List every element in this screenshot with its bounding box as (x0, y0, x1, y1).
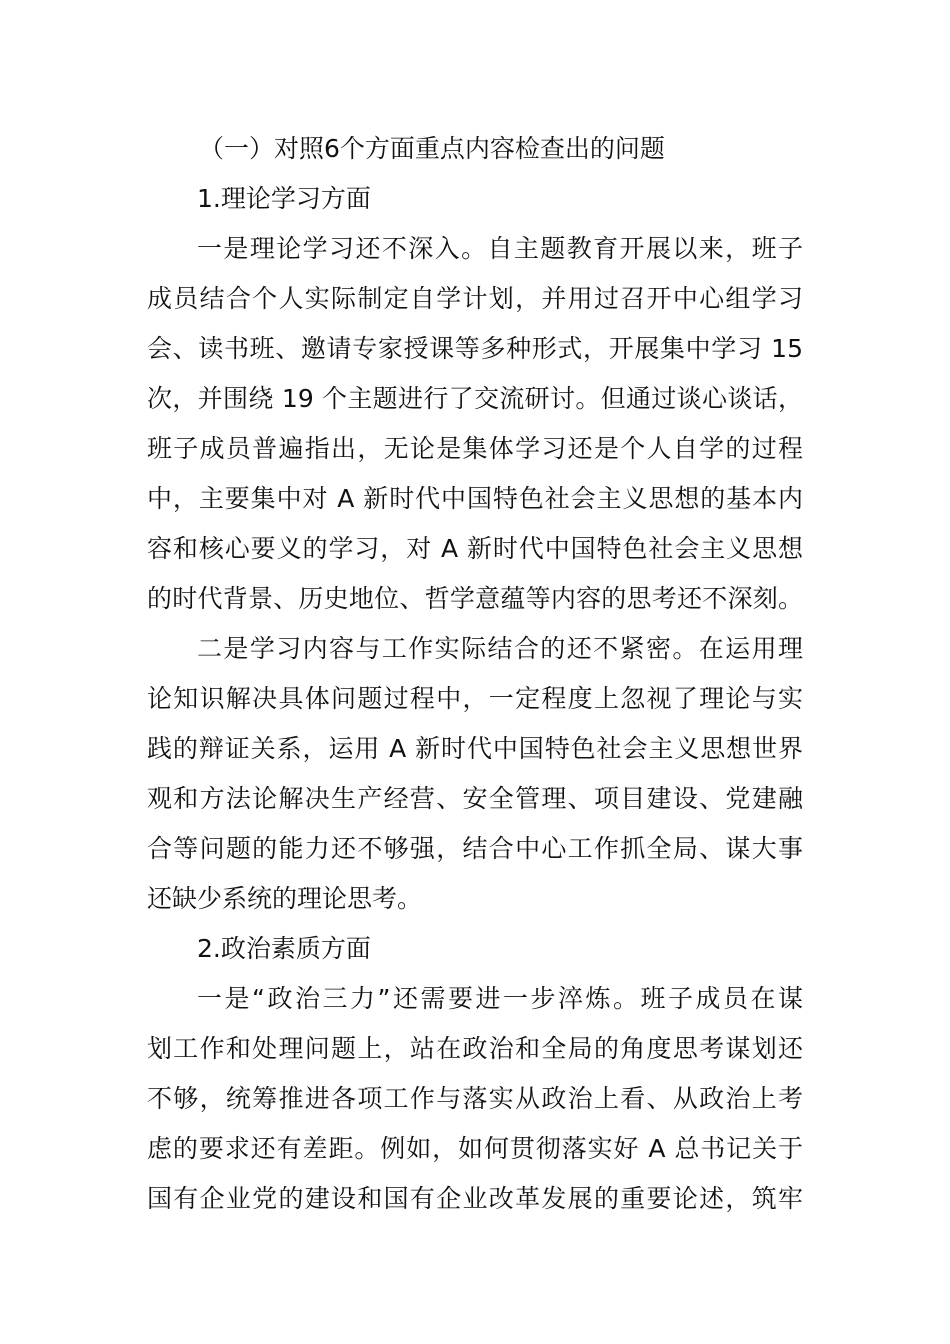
paragraph-study-work-integration (147, 624, 803, 924)
paragraph-line: 还缺少系统的理论思考。 (147, 884, 423, 913)
paragraph-line: 观和方法论解决生产经营、安全管理、项目建设、党建融 (147, 784, 803, 813)
paragraph-line: 中，主要集中对 A 新时代中国特色社会主义思想的基本内 (147, 484, 803, 513)
subsection-title-political-quality: 2.政治素质方面 (197, 934, 371, 963)
paragraph-line: 虑的要求还有差距。例如，如何贯彻落实好 A 总书记关于 (147, 1134, 803, 1163)
paragraph-line: 会、读书班、邀请专家授课等多种形式，开展集中学习 15 (147, 334, 803, 363)
paragraph-political-ability (147, 974, 803, 1224)
paragraph-line: 不够，统筹推进各项工作与落实从政治上看、从政治上考 (147, 1084, 803, 1113)
document-body (147, 124, 803, 1224)
paragraph-line: 的时代背景、历史地位、哲学意蕴等内容的思考还不深刻。 (147, 584, 803, 613)
paragraph-line: 合等问题的能力还不够强，结合中心工作抓全局、谋大事 (147, 834, 803, 863)
paragraph-line: 划工作和处理问题上，站在政治和全局的角度思考谋划还 (147, 1034, 803, 1063)
subsection-title-theory-study: 1.理论学习方面 (197, 184, 371, 213)
paragraph-line: 国有企业党的建设和国有企业改革发展的重要论述，筑牢 (147, 1184, 803, 1213)
paragraph-line: 成员结合个人实际制定自学计划，并用过召开中心组学习 (147, 284, 803, 313)
paragraph-theory-study-not-deep (147, 224, 803, 624)
paragraph-line: 论知识解决具体问题过程中，一定程度上忽视了理论与实 (147, 684, 803, 713)
paragraph-line: 践的辩证关系，运用 A 新时代中国特色社会主义思想世界 (147, 734, 803, 763)
paragraph-line: 一是“政治三力”还需要进一步淬炼。班子成员在谋 (197, 984, 803, 1013)
paragraph-line: 容和核心要义的学习，对 A 新时代中国特色社会主义思想 (147, 534, 803, 563)
paragraph-line: 一是理论学习还不深入。自主题教育开展以来，班子 (197, 234, 803, 263)
paragraph-line: 次，并围绕 19 个主题进行了交流研讨。但通过谈心谈话， (147, 384, 803, 413)
paragraph-line: 班子成员普遍指出，无论是集体学习还是个人自学的过程 (147, 434, 803, 463)
paragraph-line: 二是学习内容与工作实际结合的还不紧密。在运用理 (197, 634, 803, 663)
section-title: （一）对照6个方面重点内容检查出的问题 (199, 134, 665, 163)
